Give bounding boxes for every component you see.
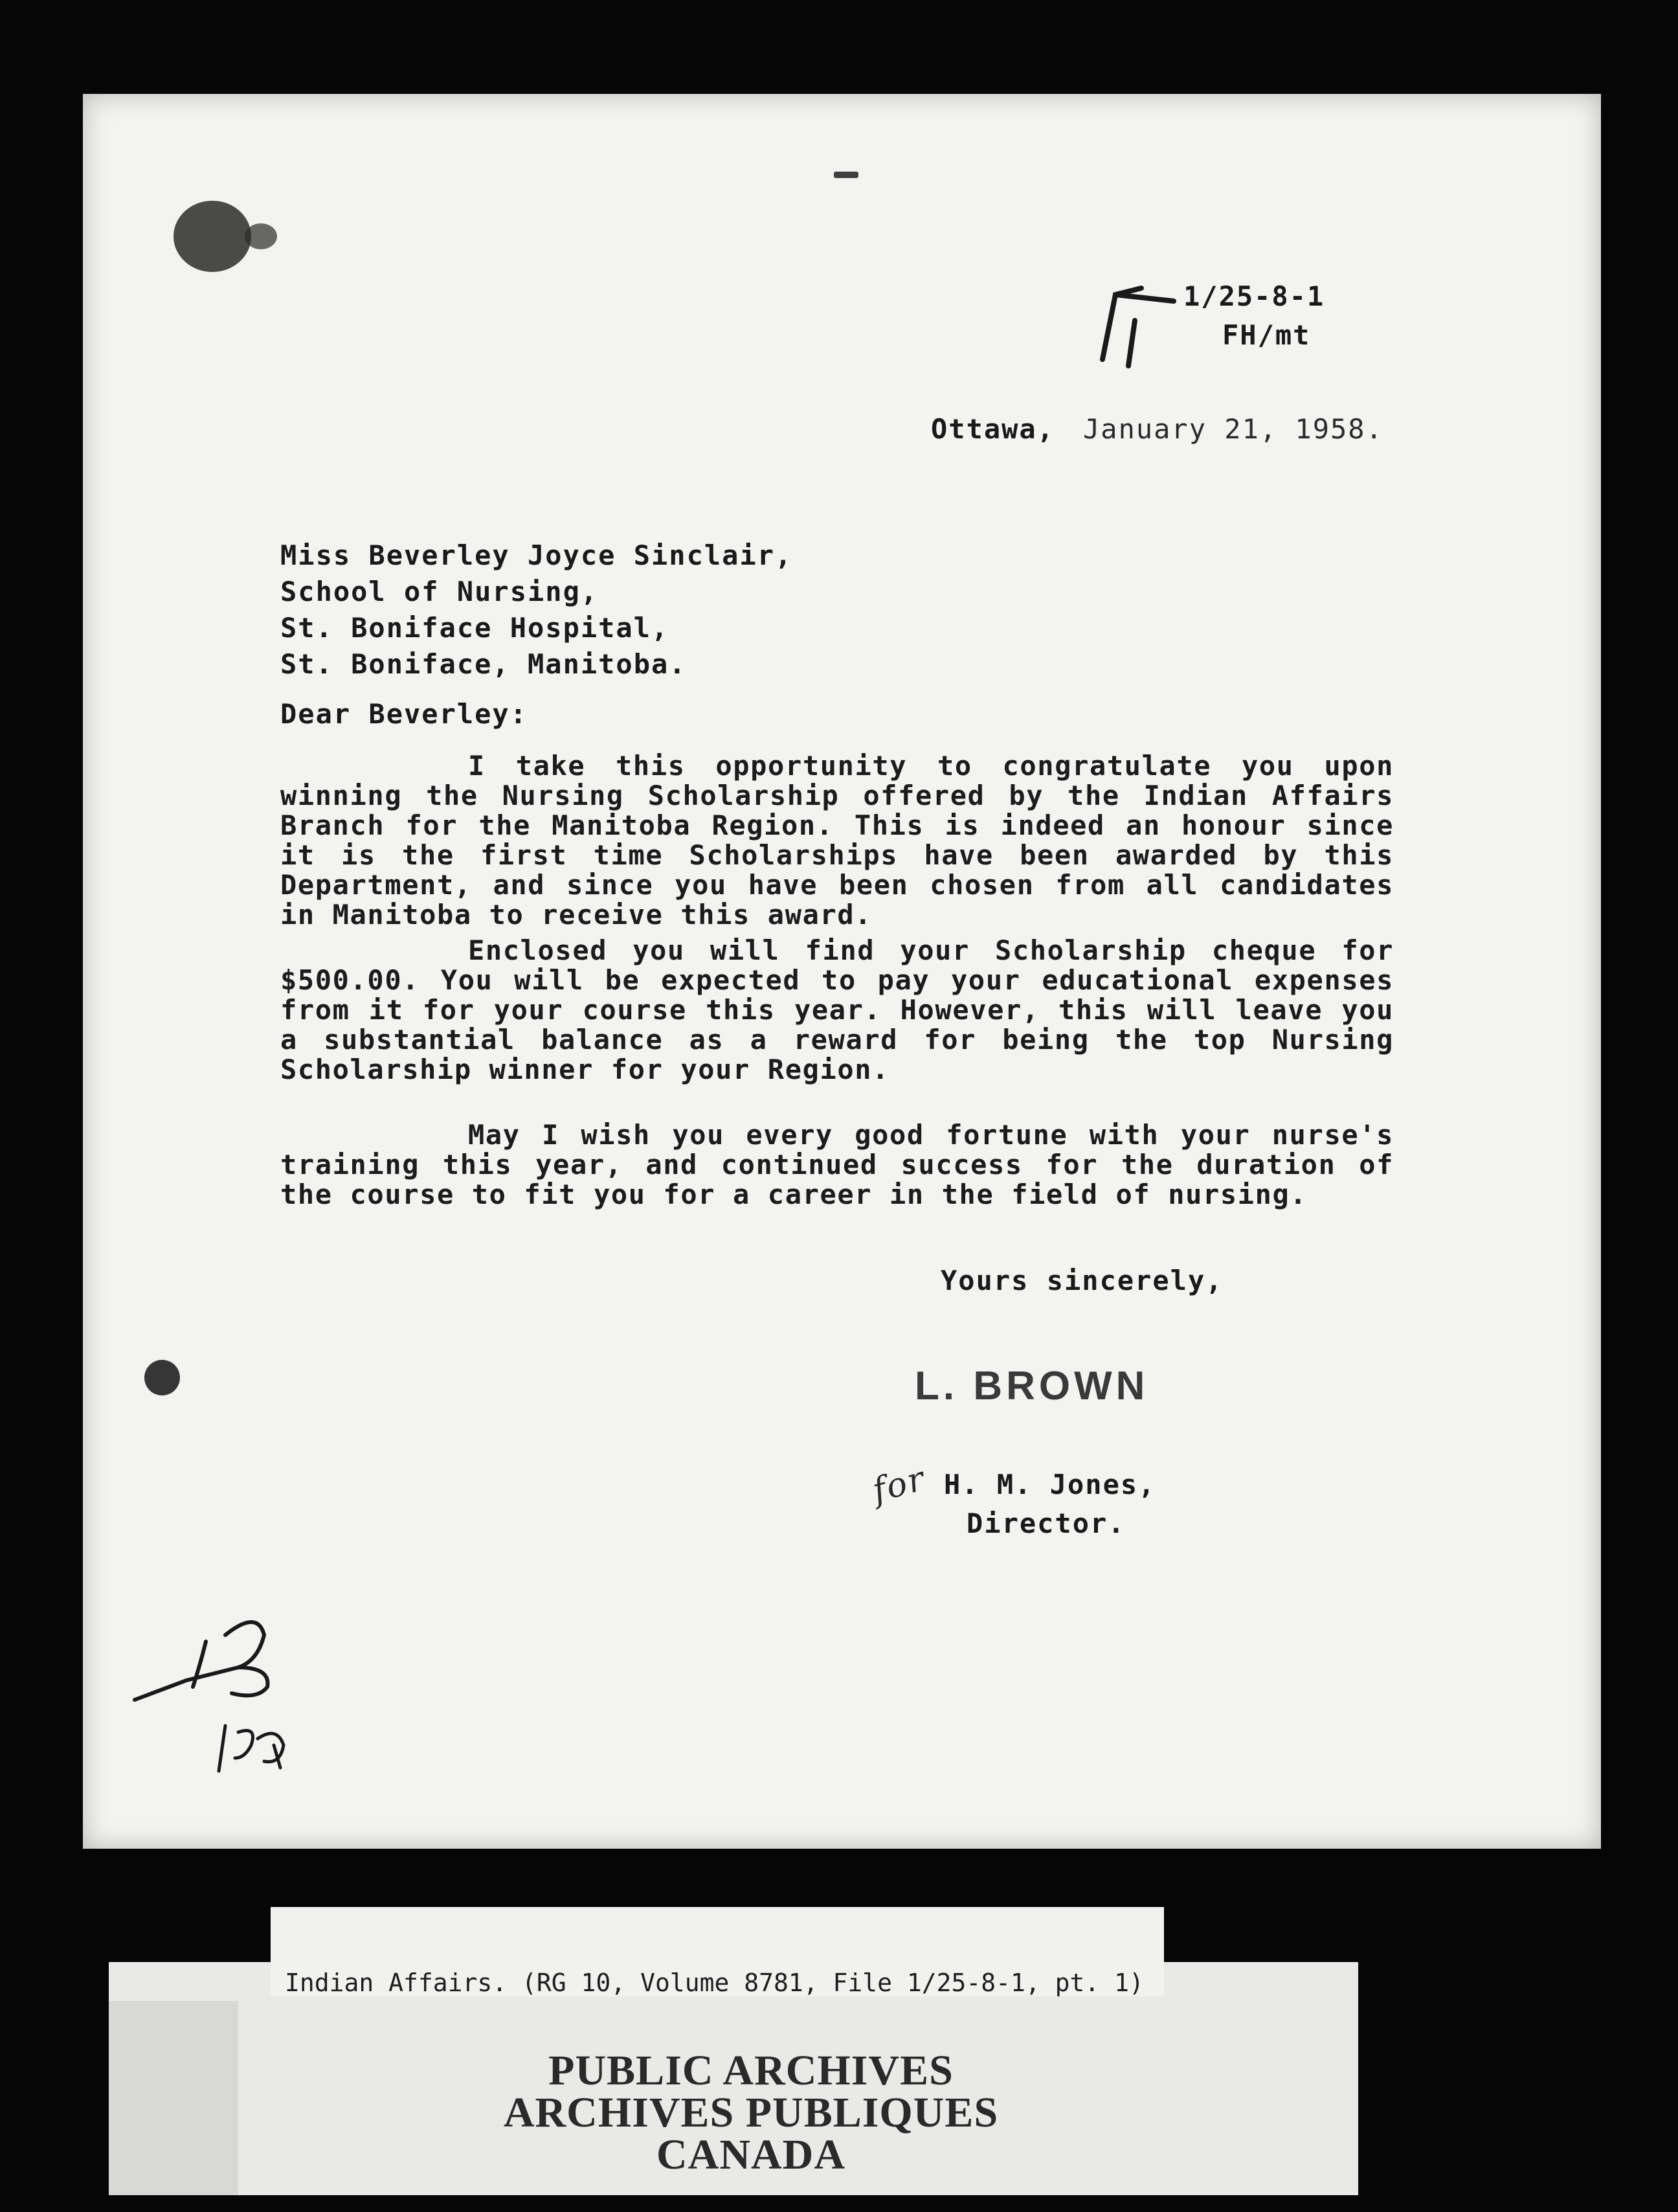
ink-stain-top-left-small [245,223,277,249]
stamped-signature: L. BROWN [915,1364,1149,1408]
recipient-line-1: Miss Beverley Joyce Sinclair, [280,539,793,571]
signatory-for: for [868,1459,930,1511]
archive-stamp-line-3: CANADA [656,2131,845,2178]
letter-page [83,94,1601,1849]
body-paragraph-3: May I wish you every good fortune with your nurse's training this year, and continued success for the duration of the course to fit you for a career in the field of nursing. [280,1119,1394,1210]
recipient-line-2: School of Nursing, [280,576,599,607]
file-ref-initials: FH/mt [1222,319,1311,351]
place: Ottawa, [931,413,1055,445]
signatory-name: H. M. Jones, [944,1469,1156,1500]
file-ref-number: 1/25-8-1 [1183,280,1325,312]
archive-card-tab [109,2001,238,2195]
archive-reference: Indian Affairs. (RG 10, Volume 8781, File 1/25-8-1, pt. 1) [285,1969,1144,1997]
ink-stain-top-left [173,201,251,272]
closing: Yours sincerely, [941,1265,1224,1296]
body-paragraph-2: Enclosed you will find your Scholarship cheque for $500.00. You will be expected to pay your educational expenses from it for your course this year. However, this will leave you a substantial balance as a reward for being the top Nursing Scholarship winner for your Region. [280,934,1394,1085]
recipient-line-4: St. Boniface, Manitoba. [280,648,687,680]
signatory-title: Director. [967,1507,1126,1539]
archive-stamp-line-1: PUBLIC ARCHIVES [548,2047,954,2094]
punch-hole-mark [144,1360,180,1395]
archive-stamp-line-2: ARCHIVES PUBLIQUES [503,2089,999,2136]
date: January 21, 1958. [1083,413,1383,445]
body-paragraph-1: I take this opportunity to congratulate you upon winning the Nursing Scholarship offered by the Indian Affairs Branch for the Manitoba Region. This is indeed an honour since it is the first time Scholarships have been awarded by this Department, and since you have been chosen from all candidates in Manitoba to receive this award. [280,750,1394,931]
recipient-line-3: St. Boniface Hospital, [280,612,669,644]
dash-mark [834,172,858,178]
file-ref-arrow-mark [1090,282,1187,372]
handwritten-initials [128,1596,335,1790]
salutation: Dear Beverley: [280,698,528,730]
